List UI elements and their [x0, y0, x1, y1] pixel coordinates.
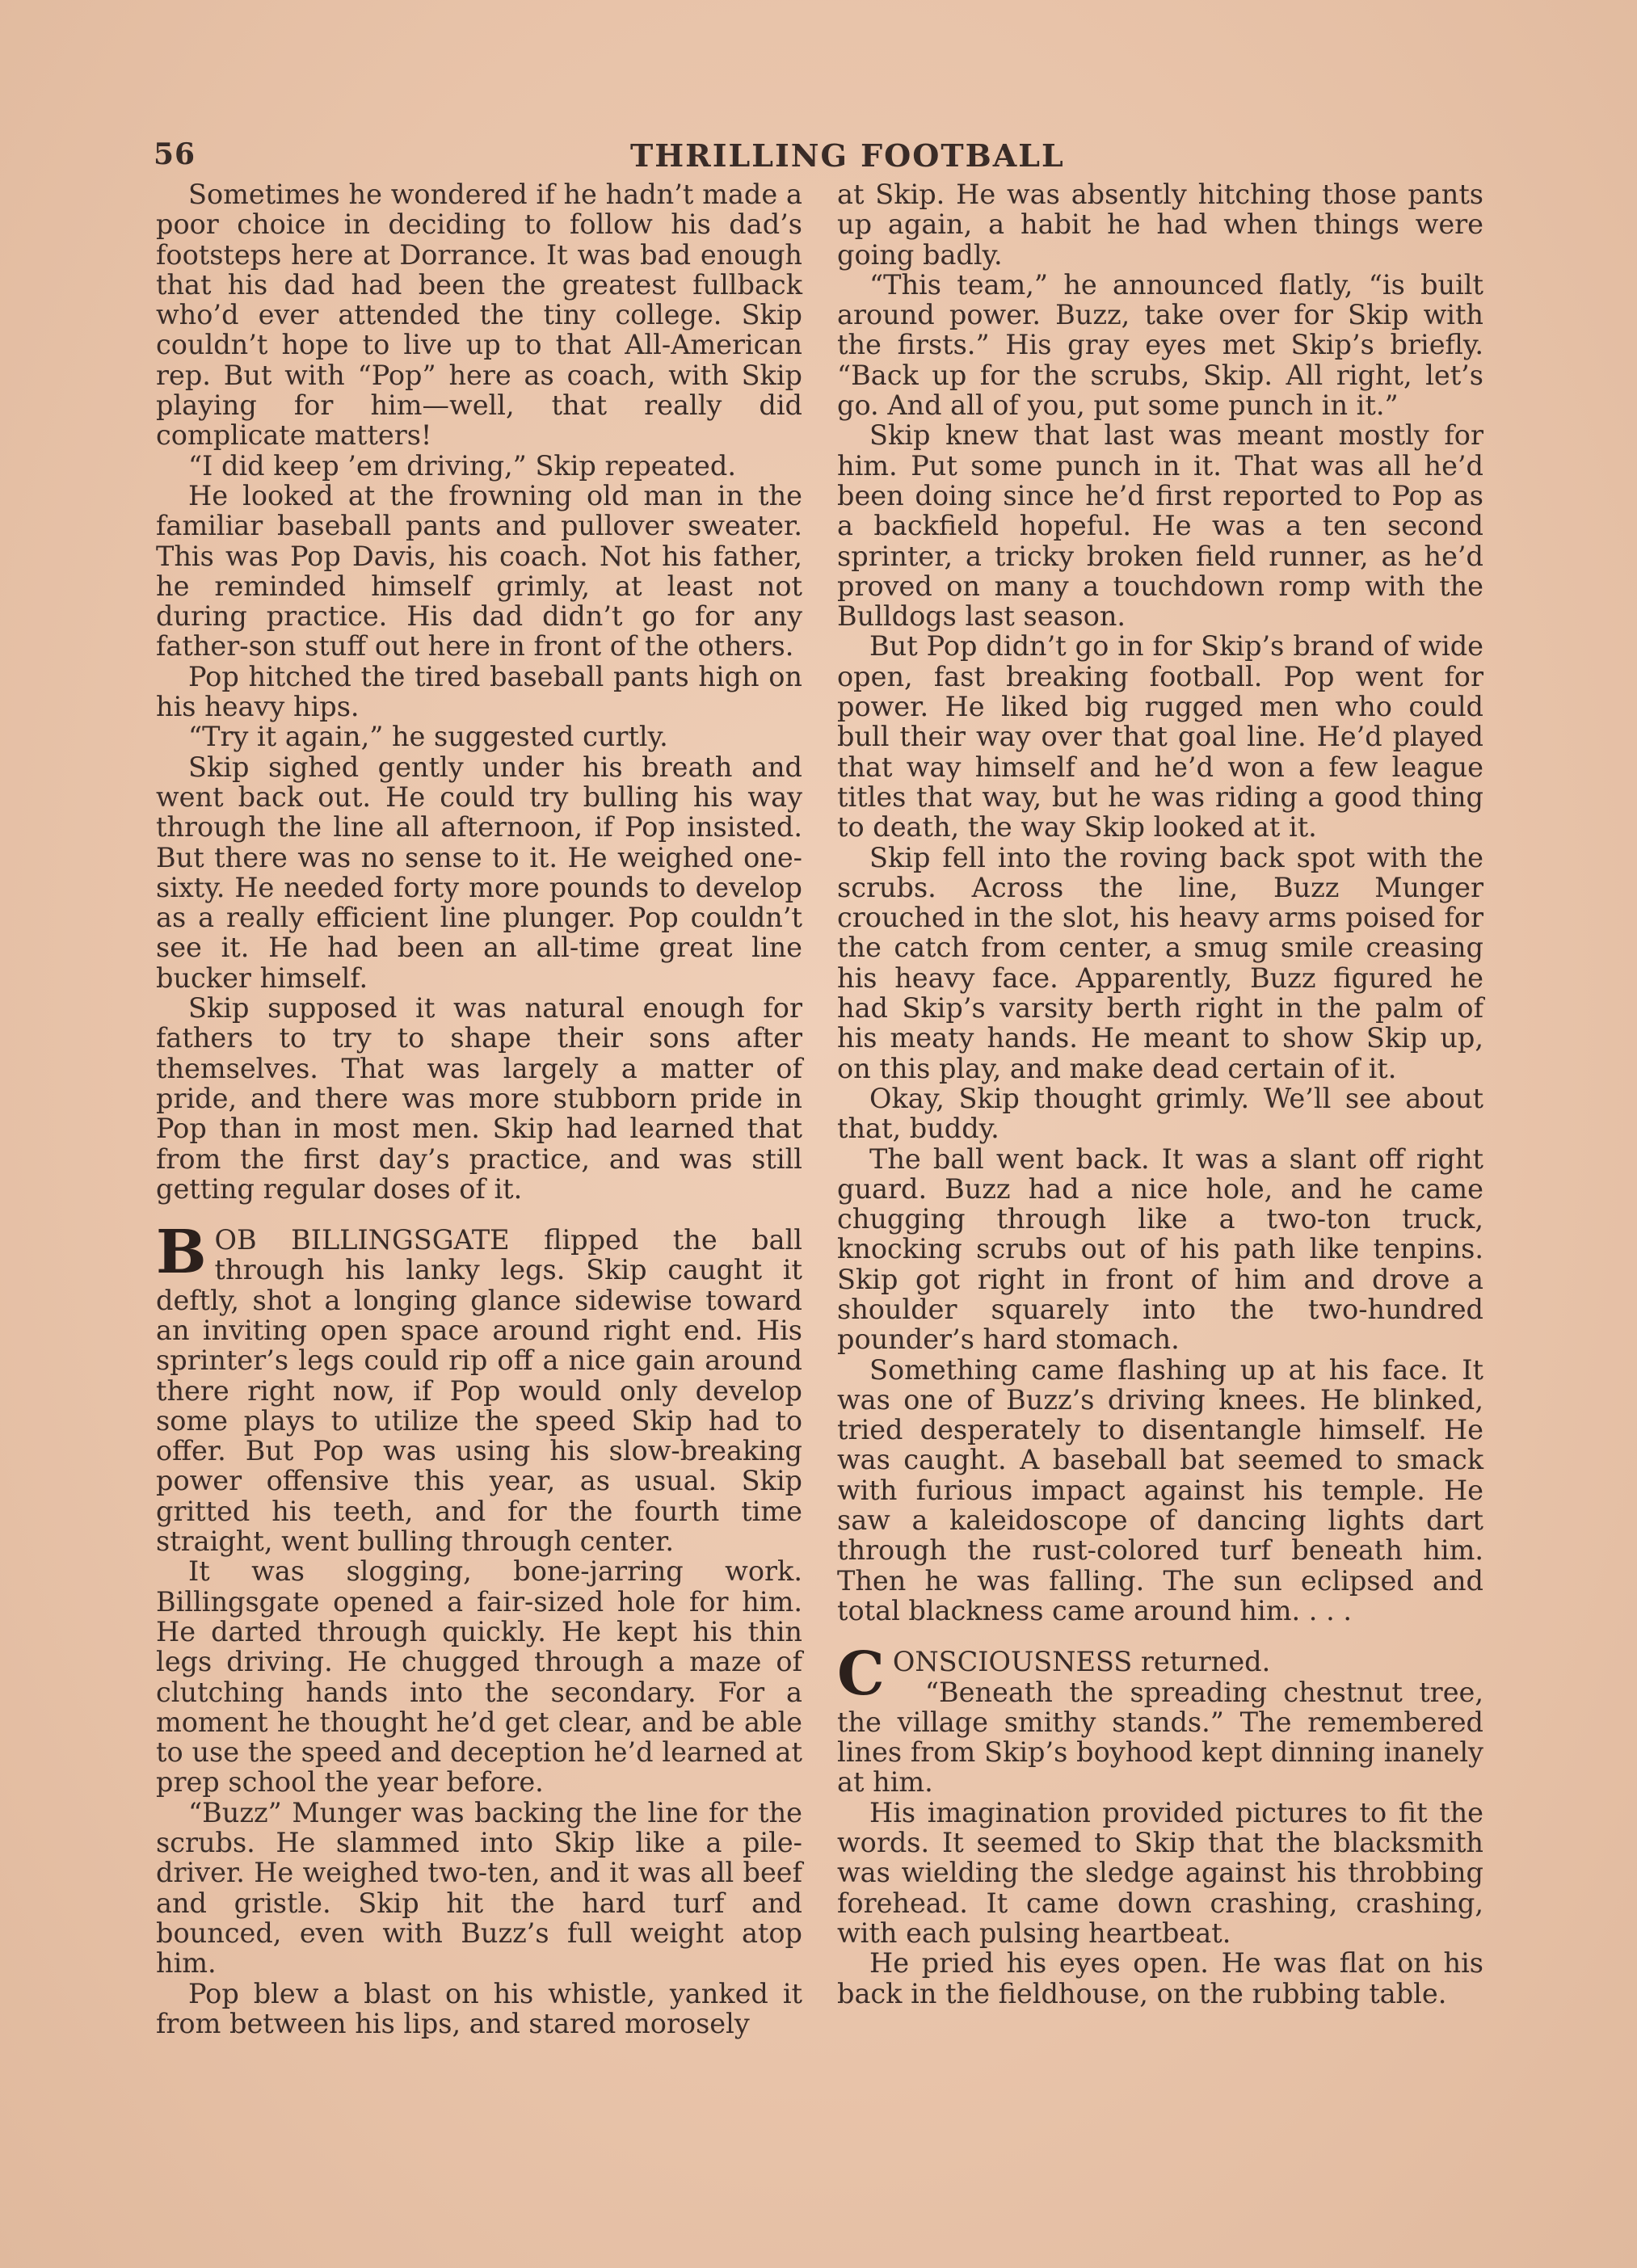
drop-cap: C [837, 1639, 885, 1710]
left-column [156, 179, 802, 2039]
paragraph: He pried his eyes open. He was flat on his back in the fieldhouse, on the rubbing table. [837, 1947, 1483, 2009]
paragraph: Pop hitched the tired baseball pants high on his heavy hips. [156, 660, 802, 723]
paragraph: “I did keep ’em driving,” Skip repeated. [188, 449, 736, 482]
drop-cap: B [156, 1218, 207, 1288]
paragraph: “Beneath the spreading chestnut tree, the village smithy stands.” The remembered lines from Skip’s boyhood kept dinning inanely at him. [837, 1676, 1483, 1799]
page-number: 56 [154, 137, 196, 171]
paragraph: “Buzz” Munger was backing the line for the scrubs. He slammed into Skip like a pile-driver. He weighed two-ten, and it was all beef and gristle. Skip hit the hard turf and bounced, even with Buzz’s full weight atop him. [156, 1796, 802, 1980]
paragraph: Sometimes he wondered if he hadn’t made a poor choice in deciding to follow his dad’s footsteps here at Dorrance. It was bad enough that his dad had been the greatest fullback who’d ever attended the tiny college. Skip couldn’t hope to live up to that All-American rep. But with “Pop” here as coach, with Skip playing for him—well, that really did complicate matters! [156, 179, 802, 452]
paragraph: Skip supposed it was natural enough for fathers to try to shape their sons after themselves. That was largely a matter of pride, and there was more stubborn pride in Pop than in most men. Skip had learned that from the first day’s practice, and was still getting regular doses of it. [156, 992, 802, 1205]
right-column [837, 179, 1483, 2009]
paragraph: “This team,” he announced flatly, “is built around power. Buzz, take over for Skip with the firsts.” His gray eyes met Skip’s briefly. “Back up for the scrubs, Skip. All right, let’s go. And all of you, put some punch in it.” [837, 268, 1483, 422]
page-header [154, 137, 1487, 179]
paragraph: His imagination provided pictures to fit the words. It seemed to Skip that the blacksmith was wielding the sledge against his throbbing forehead. It came down crashing, crashing, with each pulsing heartbeat. [837, 1796, 1483, 1949]
running-head: THRILLING FOOTBALL [630, 137, 1065, 174]
paragraph: Something came flashing up at his face. It was one of Buzz’s driving knees. He blinked, tried desperately to disentangle himself. He was caught. A baseball bat seemed to smack with furious impact against his temple. He saw a kaleidoscope of dancing lights dart through the rust-colored turf beneath him. Then he was falling. The sun eclipsed and total blackness came around him. . . . [837, 1353, 1483, 1626]
paragraph: It was slogging, bone-jarring work. Billingsgate opened a fair-sized hole for him. He darted through quickly. He kept his thin legs driving. He chugged through a maze of clutching hands into the secondary. For a moment he thought he’d get clear, and be able to use the speed and deception he’d learned at prep school the year before. [156, 1555, 802, 1799]
section-opening-text: OB BILLINGSGATE flipped the ball through his lanky legs. Skip caught it deftly, shot a longing glance sidewise toward an inviting open space around right end. His sprinter’s legs could rip off a nice gain around there right now, if Pop would only develop some plays to utilize the speed Skip had to offer. But Pop was using his slow-breaking power offensive this year, as usual. Skip gritted his teeth, and for the fourth time straight, went bulling through center. [156, 1224, 802, 1558]
paragraph: Okay, Skip thought grimly. We’ll see about that, buddy. [837, 1082, 1483, 1145]
paragraph: But Pop didn’t go in for Skip’s brand of wide open, fast breaking football. Pop went for power. He liked big rugged men who could bull their way over that goal line. He’d played that way himself and he’d won a few league titles that way, but he was riding a good thing to death, the way Skip looked at it. [837, 630, 1483, 844]
paragraph: Pop blew a blast on his whistle, yanked it from between his lips, and stared morosely [156, 1977, 802, 2039]
paragraph: He looked at the frowning old man in the familiar baseball pants and pullover sweater. This was Pop Davis, his coach. Not his father, he reminded himself grimly, at least not during practice. His dad didn’t go for any father-son stuff out here in front of the others. [156, 479, 802, 663]
paragraph: Skip sighed gently under his breath and went back out. He could try bulling his way through the line all afternoon, if Pop insisted. But there was no sense to it. He weighed one-sixty. He needed forty more pounds to develop as a really efficient line plunger. Pop couldn’t see it. He had been an all-time great line bucker himself. [156, 751, 802, 994]
paragraph: Skip knew that last was meant mostly for him. Put some punch in it. That was all he’d been doing since he’d first reported to Pop as a backfield hopeful. He was a ten second sprinter, a tricky broken field runner, as he’d proved on many a touchdown romp with the Bulldogs last season. [837, 419, 1483, 633]
paragraph: “Try it again,” he suggested curtly. [188, 721, 668, 753]
section-opening-paragraph [837, 1639, 1483, 1710]
paragraph: Skip fell into the roving back spot with the scrubs. Across the line, Buzz Munger crouched in the slot, his heavy arms poised for the catch from center, a smug smile creasing his heavy face. Apparently, Buzz figured he had Skip’s varsity berth right in the palm of his meaty hands. He meant to show Skip up, on this play, and make dead certain of it. [837, 841, 1483, 1084]
section-opening-paragraph [156, 1218, 802, 1558]
section-opening-text: ONSCIOUSNESS returned. [892, 1646, 1271, 1678]
continued-paragraph: at Skip. He was absently hitching those pants up again, a habit he had when things were going badly. [837, 179, 1483, 271]
paragraph: The ball went back. It was a slant off right guard. Buzz had a nice hole, and he came chugging through like a two-ton truck, knocking scrubs out of his path like tenpins. Skip got right in front of him and drove a shoulder squarely into the two-hundred pounder’s hard stomach. [837, 1142, 1483, 1356]
